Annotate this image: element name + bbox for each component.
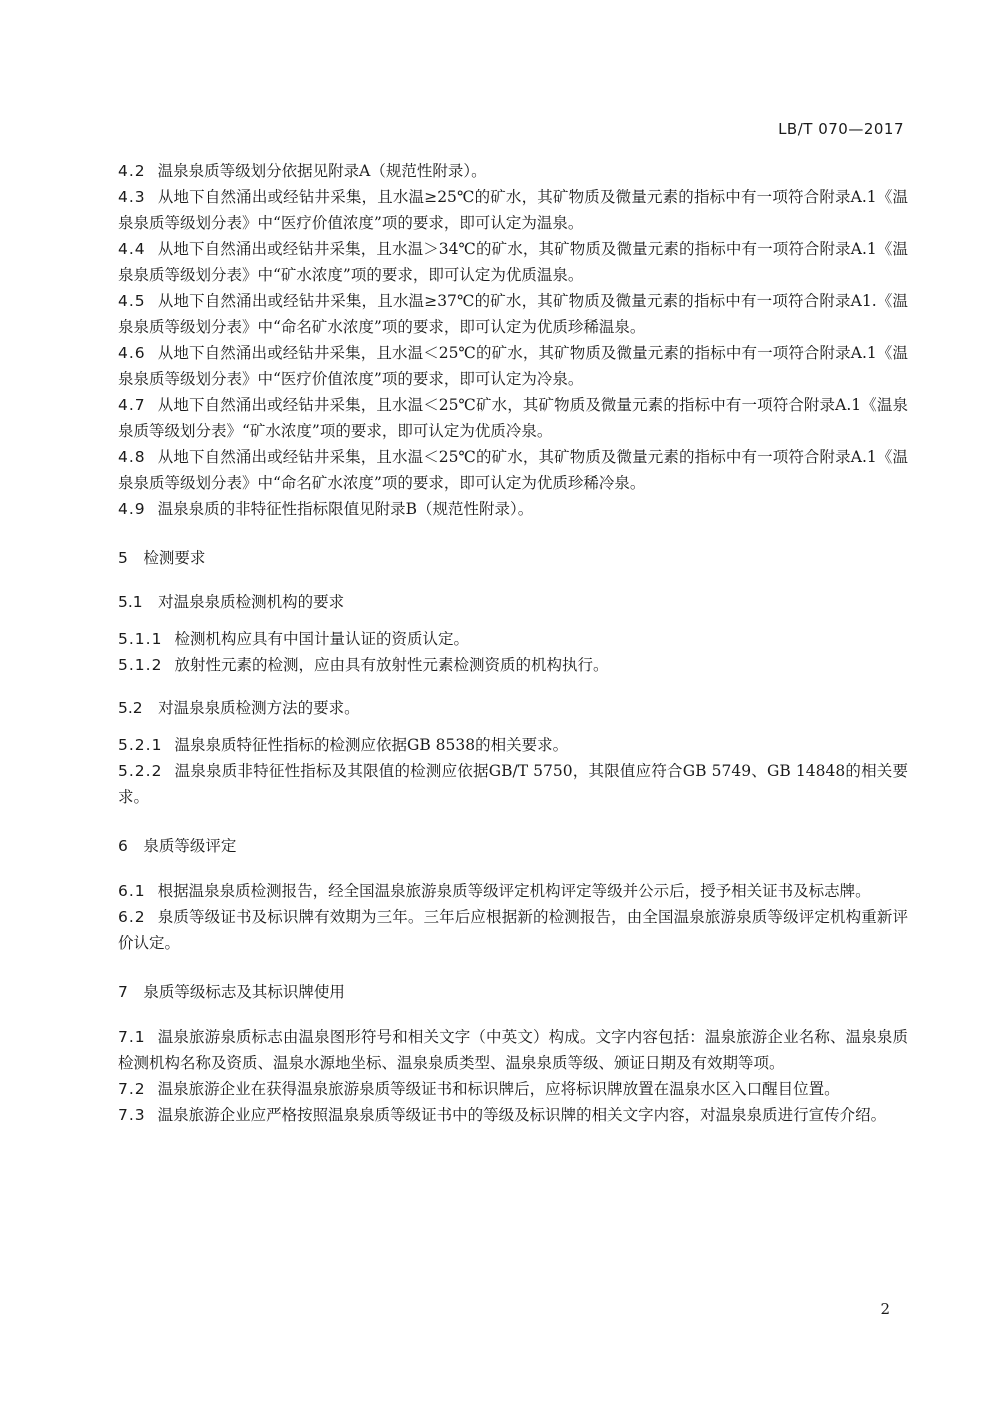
clause-5-2-2 — [118, 758, 908, 810]
clause-number: 4.7 — [118, 396, 146, 414]
clause-text: 泉质等级证书及标识牌有效期为三年。三年后应根据新的检测报告，由全国温泉旅游泉质等级评定机构重新评价认定。 — [118, 908, 908, 952]
section-5-2-heading: 5.2 对温泉泉质检测方法的要求。 — [118, 699, 360, 717]
clause-4-2 — [118, 158, 908, 184]
clause-number: 4.4 — [118, 240, 146, 258]
clause-text: 根据温泉泉质检测报告，经全国温泉旅游泉质等级评定机构评定等级并公示后，授予相关证书及标志牌。 — [157, 882, 871, 900]
clause-4-3 — [118, 184, 908, 236]
clause-text: 放射性元素的检测，应由具有放射性元素检测资质的机构执行。 — [174, 656, 609, 674]
clause-text: 从地下自然涌出或经钻井采集，且水温≥37℃的矿水，其矿物质及微量元素的指标中有一项符合附录A1.《温泉泉质等级划分表》中“命名矿水浓度”项的要求，即可认定为优质珍稀温泉。 — [118, 292, 908, 336]
clause-5-1-1 — [118, 626, 908, 652]
clause-number: 6.1 — [118, 882, 146, 900]
clause-number: 7.1 — [118, 1028, 146, 1046]
clause-text: 温泉泉质特征性指标的检测应依据GB 8538的相关要求。 — [174, 736, 569, 754]
clause-7-2 — [118, 1076, 908, 1102]
clause-text: 从地下自然涌出或经钻井采集，且水温＞34℃的矿水，其矿物质及微量元素的指标中有一项符合附录A.1《温泉泉质等级划分表》中“矿水浓度”项的要求，即可认定为优质温泉。 — [118, 240, 908, 284]
clause-number: 5.2.1 — [118, 736, 163, 754]
section-7-heading: 7 泉质等级标志及其标识牌使用 — [118, 983, 345, 1001]
section-5-1-heading: 5.1 对温泉泉质检测机构的要求 — [118, 593, 345, 611]
clause-text: 从地下自然涌出或经钻井采集，且水温＜25℃的矿水，其矿物质及微量元素的指标中有一项符合附录A.1《温泉泉质等级划分表》中“医疗价值浓度”项的要求，即可认定为冷泉。 — [118, 344, 908, 388]
clause-text: 温泉泉质的非特征性指标限值见附录B（规范性附录）。 — [157, 500, 534, 518]
clause-text: 从地下自然涌出或经钻井采集，且水温＜25℃的矿水，其矿物质及微量元素的指标中有一项符合附录A.1《温泉泉质等级划分表》中“命名矿水浓度”项的要求，即可认定为优质珍稀冷泉。 — [118, 448, 908, 492]
clause-text: 温泉泉质非特征性指标及其限值的检测应依据GB/T 5750，其限值应符合GB 5749、GB 14848的相关要求。 — [118, 762, 908, 806]
clause-4-7 — [118, 392, 908, 444]
document-body — [118, 158, 908, 1128]
clause-number: 5.2.2 — [118, 762, 163, 780]
document-code: LB/T 070—2017 — [778, 120, 904, 138]
clause-4-9 — [118, 496, 908, 522]
clause-text: 温泉旅游企业应严格按照温泉泉质等级证书中的等级及标识牌的相关文字内容，对温泉泉质进行宣传介绍。 — [157, 1106, 887, 1124]
clause-text: 检测机构应具有中国计量认证的资质认定。 — [174, 630, 469, 648]
clause-number: 4.3 — [118, 188, 146, 206]
clause-number: 4.5 — [118, 292, 146, 310]
page-number: 2 — [880, 1300, 890, 1318]
clause-7-3 — [118, 1102, 908, 1128]
clause-text: 从地下自然涌出或经钻井采集，且水温≥25℃的矿水，其矿物质及微量元素的指标中有一项符合附录A.1《温泉泉质等级划分表》中“医疗价值浓度”项的要求，即可认定为温泉。 — [118, 188, 908, 232]
clause-7-1 — [118, 1024, 908, 1076]
clause-4-5 — [118, 288, 908, 340]
clause-number: 5.1.1 — [118, 630, 163, 648]
clause-text: 从地下自然涌出或经钻井采集，且水温＜25℃矿水，其矿物质及微量元素的指标中有一项符合附录A.1《温泉泉质等级划分表》“矿水浓度”项的要求，即可认定为优质冷泉。 — [118, 396, 908, 440]
clause-4-4 — [118, 236, 908, 288]
clause-6-1 — [118, 878, 908, 904]
clause-5-2-1 — [118, 732, 908, 758]
clause-number: 5.1.2 — [118, 656, 163, 674]
clause-number: 7.3 — [118, 1106, 146, 1124]
clause-number: 4.6 — [118, 344, 146, 362]
clause-4-6 — [118, 340, 908, 392]
clause-text: 温泉泉质等级划分依据见附录A（规范性附录）。 — [157, 162, 487, 180]
section-5-heading: 5 检测要求 — [118, 549, 206, 567]
section-6-heading: 6 泉质等级评定 — [118, 837, 237, 855]
clause-4-8 — [118, 444, 908, 496]
clause-number: 4.8 — [118, 448, 146, 466]
clause-text: 温泉旅游企业在获得温泉旅游泉质等级证书和标识牌后，应将标识牌放置在温泉水区入口醒目位置。 — [157, 1080, 840, 1098]
clause-number: 7.2 — [118, 1080, 146, 1098]
clause-number: 6.2 — [118, 908, 146, 926]
clause-5-1-2 — [118, 652, 908, 678]
clause-6-2 — [118, 904, 908, 956]
clause-number: 4.2 — [118, 162, 146, 180]
clause-number: 4.9 — [118, 500, 146, 518]
clause-text: 温泉旅游泉质标志由温泉图形符号和相关文字（中英文）构成。文字内容包括：温泉旅游企业名称、温泉泉质检测机构名称及资质、温泉水源地坐标、温泉泉质类型、温泉泉质等级、颁证日期及有效期等项。 — [118, 1028, 908, 1072]
